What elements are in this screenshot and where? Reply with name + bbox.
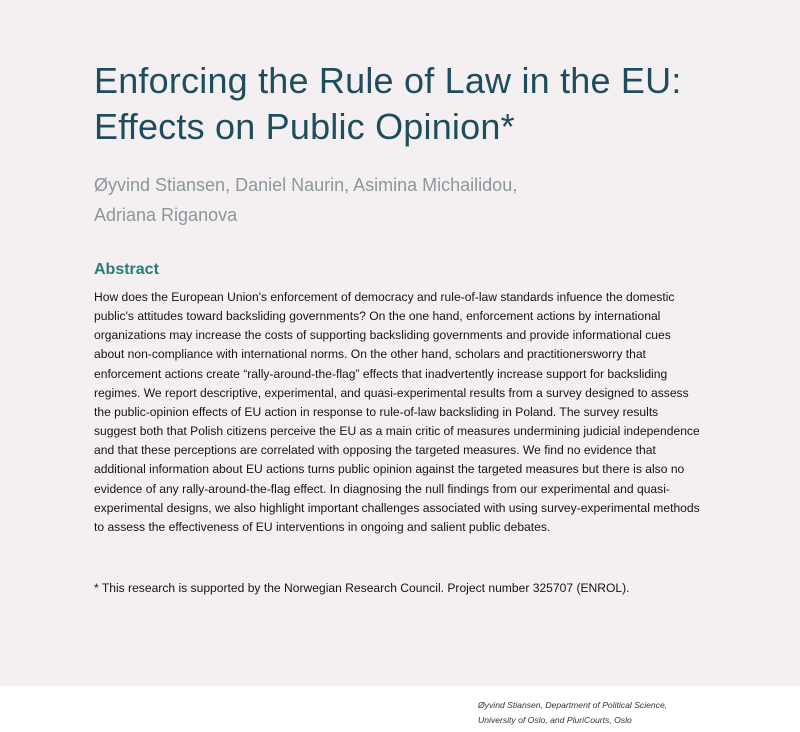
authors-line-1: Øyvind Stiansen, Daniel Naurin, Asimina Michailidou,: [94, 175, 518, 195]
abstract-text: How does the European Union's enforcement of democracy and rule-of-law standards infuence the domestic public's attitudes toward backsliding governments? On the one hand, enforcement actions by international organizations may increase the costs of supporting backsliding governments and provide informational cues about non-compliance with international norms. On the other hand, scholars and practitionersworry that enforcement actions create “rally-around-the-flag” effects that inadvertently increase support for backsliding regimes. We report descriptive, experimental, and quasi-experimental results from a survey designed to assess the public-opinion effects of EU action in response to rule-of-law backsliding in Poland. The survey results suggest both that Polish citizens perceive the EU as a main critic of measures undermining judicial independence and that these perceptions are correlated with opposing the targeted measures. We find no evidence that additional information about EU actions turns public opinion against the targeted measures but there is also no evidence of any rally-around-the-flag effect. In diagnosing the null findings from our experimental and quasi-experimental designs, we also highlight important challenges associated with using survey-experimental methods to assess the effectiveness of EU interventions in ongoing and salient public debates.: [94, 290, 700, 534]
funding-footnote: * This research is supported by the Norwegian Research Council. Project number 325707 (ENROL).: [94, 581, 630, 595]
next-page-preview: [0, 686, 800, 732]
affiliation-line-2: University of Oslo, and PluriCourts, Oslo: [478, 715, 632, 725]
author-list: [94, 170, 714, 230]
abstract-heading: Abstract: [94, 261, 159, 278]
title-line-2: Effects on Public Opinion*: [94, 106, 515, 147]
authors-line-2: Adriana Riganova: [94, 205, 238, 225]
affiliation-line-1: Øyvind Stiansen, Department of Political Science,: [478, 700, 668, 710]
author-affiliation: [478, 698, 778, 728]
title-line-1: Enforcing the Rule of Law in the EU:: [94, 60, 682, 101]
paper-title: [94, 58, 754, 150]
